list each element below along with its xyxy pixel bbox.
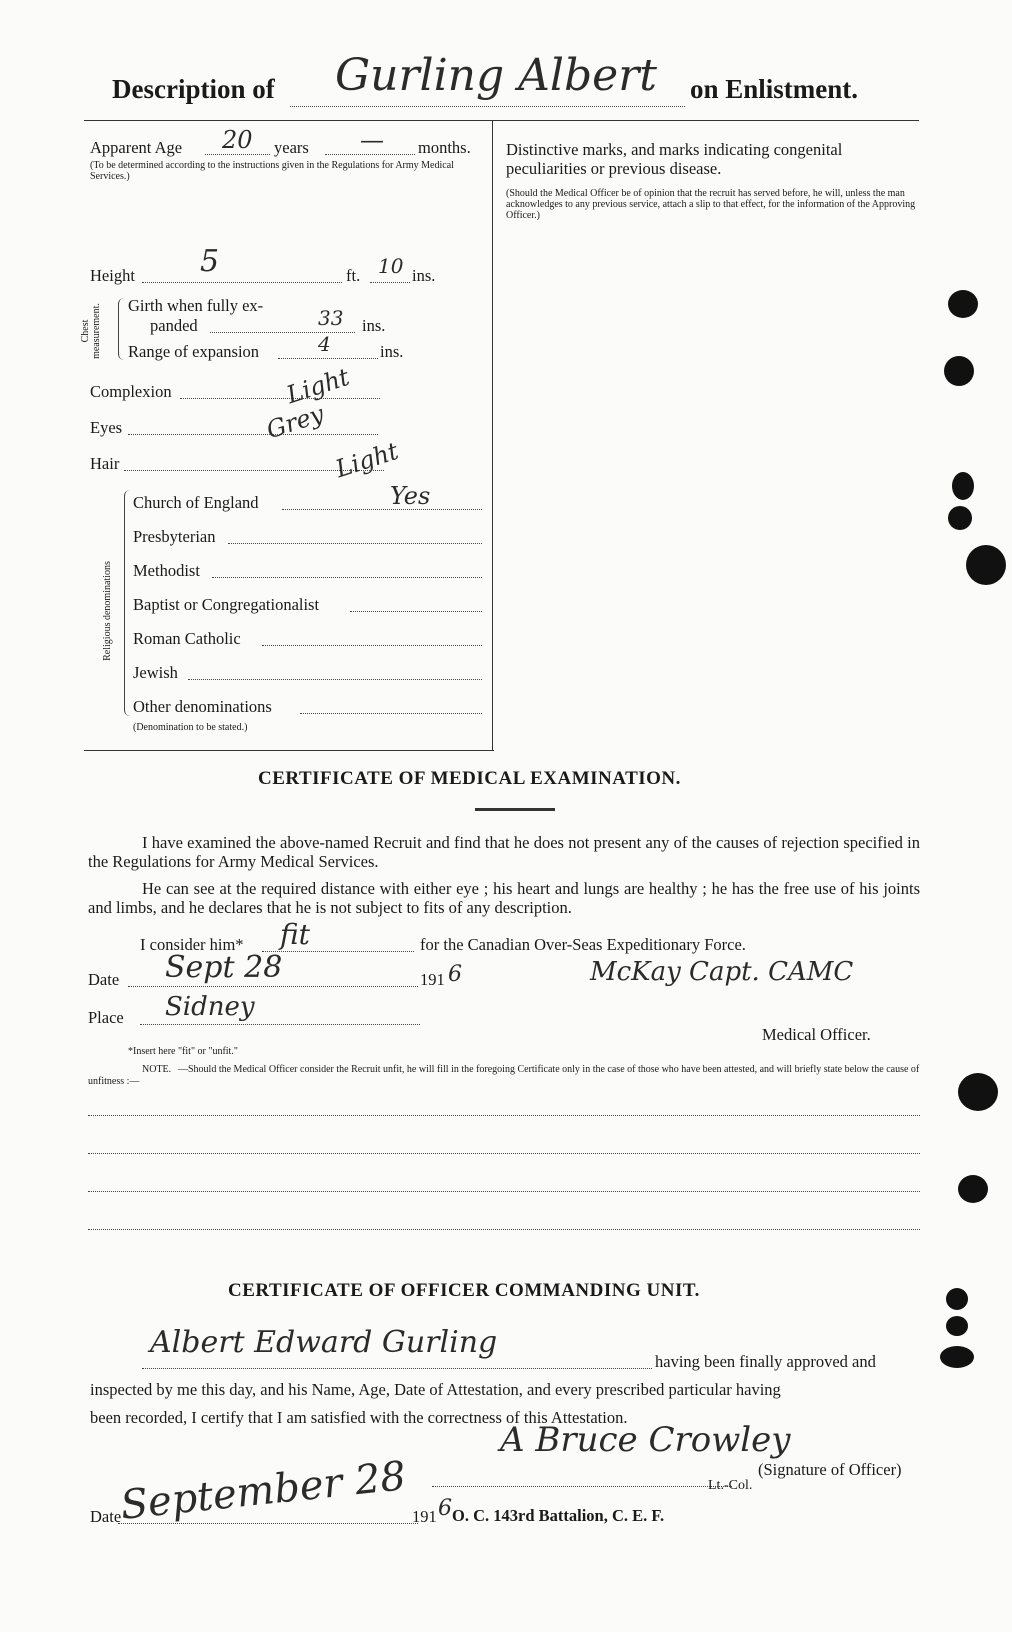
column-divider: [492, 120, 493, 750]
unit-label: O. C. 143rd Battalion, C. E. F.: [452, 1506, 665, 1525]
medical-title: CERTIFICATE OF MEDICAL EXAMINATION.: [258, 768, 681, 789]
religion-line: [262, 645, 482, 646]
age-note: (To be determined according to the instructions given in the Regulations for Army Medical Services.): [90, 160, 454, 182]
age-months-line: [325, 154, 415, 155]
girth-value: 33: [318, 306, 344, 330]
months-label: months.: [418, 138, 471, 157]
place-label: Place: [88, 1008, 124, 1027]
unfitness-line: [88, 1115, 920, 1116]
range-unit: ins.: [380, 342, 404, 361]
marks-heading-2: peculiarities or previous disease.: [506, 159, 722, 178]
religion-value-church-of-england: Yes: [390, 482, 431, 510]
range-value: 4: [318, 332, 331, 356]
insert-note: *Insert here "fit" or "unfit.": [128, 1046, 238, 1057]
ft-label: ft.: [346, 266, 361, 285]
chest-brace: [118, 298, 127, 360]
form-bottom-rule: [84, 750, 494, 751]
header-name-handwritten: Gurling Albert: [335, 50, 657, 101]
years-label: years: [274, 138, 309, 157]
ins-label: ins.: [412, 266, 436, 285]
girth-label-2: panded: [150, 316, 198, 335]
religion-label: Baptist or Congregationalist: [133, 595, 320, 614]
commanding-officer-signature: A Bruce Crowley: [500, 1420, 791, 1460]
header-prefix: Description of: [112, 74, 275, 104]
year-prefix-medical: 191: [420, 970, 445, 989]
year-value-medical: 6: [448, 962, 462, 987]
commanding-para-line-3: been recorded, I certify that I am satisfied with the correctness of this Attestation.: [90, 1408, 628, 1427]
medical-para-1: I have examined the above-named Recruit and find that he does not present any of the causes of rejection specified in the Regulations for Army Medical Services.: [88, 833, 920, 871]
header-suffix: on Enlistment.: [690, 74, 859, 104]
header-name-line: [290, 106, 685, 107]
punch-hole-mark: [946, 1288, 968, 1310]
note-heading: NOTE.: [142, 1064, 172, 1075]
religion-line: [188, 679, 482, 680]
medical-officer-label: Medical Officer.: [762, 1025, 871, 1044]
place-line: [140, 1024, 420, 1025]
date-label-medical: Date: [88, 970, 120, 989]
punch-hole-mark: [944, 356, 974, 386]
range-line: [278, 358, 378, 359]
complexion-value: Light: [283, 362, 353, 410]
religion-line: [300, 713, 482, 714]
date-value-medical: Sept 28: [165, 950, 283, 985]
chest-group-label: Chest measurement.: [80, 303, 102, 359]
punch-hole-mark: [946, 1316, 968, 1336]
unfitness-line: [88, 1229, 920, 1230]
punch-hole-mark: [948, 290, 978, 318]
punch-hole-mark: [958, 1175, 988, 1203]
religion-label: Presbyterian: [133, 527, 216, 546]
religion-line: [350, 611, 482, 612]
eyes-value: Grey: [263, 399, 328, 445]
height-in-value: 10: [378, 254, 404, 278]
year-value-commanding: 6: [438, 1496, 452, 1521]
medical-title-rule: [475, 808, 555, 811]
denomination-note: (Denomination to be stated.): [133, 722, 248, 733]
height-label: Height: [90, 266, 135, 285]
signature-label: (Signature of Officer): [758, 1460, 902, 1479]
age-label: Apparent Age: [90, 138, 183, 157]
commanding-name-line: [142, 1368, 652, 1369]
religion-label: Methodist: [133, 561, 200, 580]
punch-hole-mark: [966, 545, 1006, 585]
age-years-value: 20: [222, 126, 253, 154]
eyes-label: Eyes: [90, 418, 123, 437]
date-value-commanding: September 28: [118, 1453, 408, 1529]
religion-label: Roman Catholic: [133, 629, 241, 648]
punch-hole-mark: [940, 1346, 974, 1368]
height-in-line: [370, 282, 410, 283]
approved-label: having been finally approved and: [655, 1352, 876, 1371]
punch-hole-mark: [948, 506, 972, 530]
commanding-para-line-2: inspected by me this day, and his Name, Age, Date of Attestation, and every prescribed particular having: [90, 1380, 781, 1399]
year-prefix-commanding: 191: [412, 1507, 437, 1526]
religion-label: Jewish: [133, 663, 178, 682]
marks-note: (Should the Medical Officer be of opinion that the recruit has served before, he will, unless the man acknowledges to any previous service, attach a slip to that effect, for the information of the Approving Officer.): [506, 188, 916, 221]
range-label: Range of expansion: [128, 342, 260, 361]
age-years-line: [205, 154, 270, 155]
header-rule: [84, 120, 919, 121]
consider-value: fit: [280, 918, 310, 951]
height-ft-line: [142, 282, 342, 283]
unfitness-line: [88, 1153, 920, 1154]
height-ft-value: 5: [200, 244, 220, 279]
date-line-medical: [128, 986, 418, 987]
complexion-line: [180, 398, 380, 399]
marks-heading-1: Distinctive marks, and marks indicating congenital: [506, 140, 843, 159]
unfitness-line: [88, 1191, 920, 1192]
medical-para-2: He can see at the required distance with either eye ; his heart and lungs are healthy ; he has the free use of his joints and limbs, and he declares that he is not subject to fits of any description.: [88, 879, 920, 917]
consider-label: I consider him*: [140, 935, 244, 954]
religion-line: [282, 509, 482, 510]
religion-brace: [124, 490, 133, 716]
punch-hole-mark: [952, 472, 974, 500]
consider-line: [262, 951, 414, 952]
rank-label: Lt.-Col.: [708, 1478, 753, 1493]
religion-line: [212, 577, 482, 578]
place-value: Sidney: [165, 992, 255, 1022]
punch-hole-mark: [958, 1073, 998, 1111]
eyes-line: [128, 434, 378, 435]
religion-label: Other denominations: [133, 697, 272, 716]
note-text: —Should the Medical Officer consider the Recruit unfit, he will fill in the foregoing Certificate only in the case of those who have been attested, and will briefly state below the cause of unfitness :—: [88, 1064, 920, 1087]
complexion-label: Complexion: [90, 382, 172, 401]
girth-unit: ins.: [362, 316, 386, 335]
age-months-value: —: [360, 126, 384, 154]
girth-label-1: Girth when fully ex-: [128, 296, 264, 315]
religion-label: Church of England: [133, 493, 259, 512]
signature-line: [432, 1486, 732, 1487]
commanding-title: CERTIFICATE OF OFFICER COMMANDING UNIT.: [228, 1280, 700, 1301]
girth-line: [210, 332, 355, 333]
religion-group-label: Religious denominations: [102, 561, 113, 661]
date-label-commanding: Date: [90, 1507, 122, 1526]
force-label: for the Canadian Over-Seas Expeditionary Force.: [420, 935, 746, 954]
hair-value: Light: [332, 436, 402, 484]
religion-line: [228, 543, 482, 544]
hair-label: Hair: [90, 454, 120, 473]
commanding-name-value: Albert Edward Gurling: [150, 1325, 498, 1360]
medical-officer-signature: McKay Capt. CAMC: [590, 957, 854, 987]
